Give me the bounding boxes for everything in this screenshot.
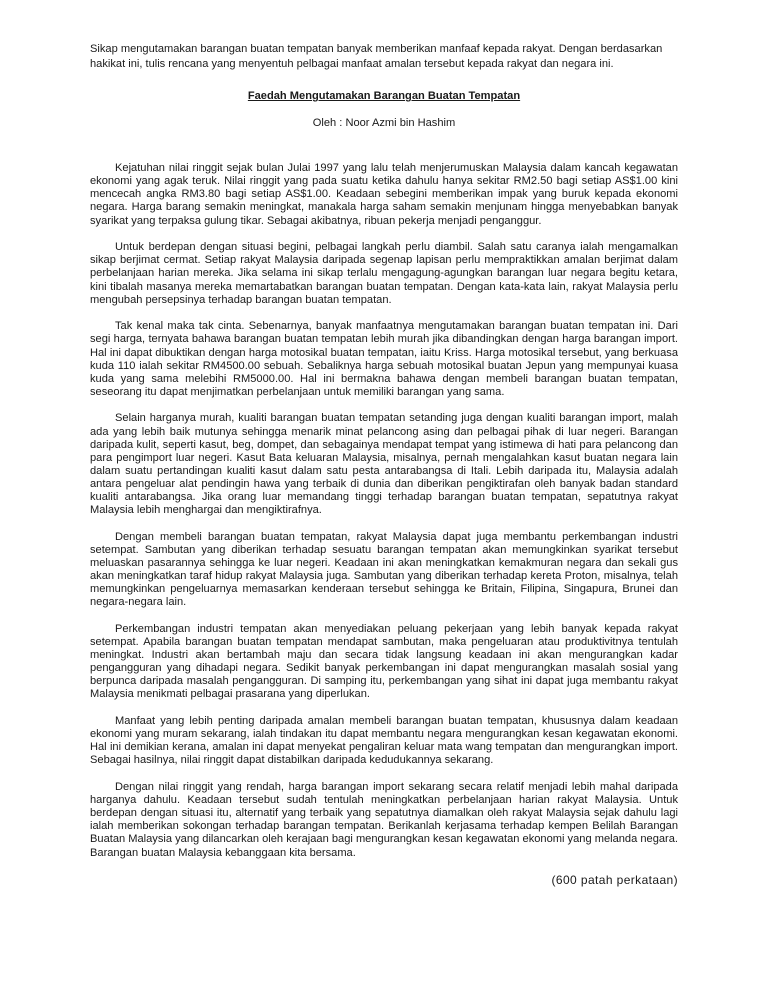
paragraph-7: Manfaat yang lebih penting daripada amalan membeli barangan buatan tempatan, khususnya dalam keadaan ekonomi yang muram sekarang, ialah tindakan itu dapat membantu negara mengurangkan kesan kegawatan ekonomi. Hal ini demikian kerana, amalan ini dapat menyekat pengaliran keluar mata wang tempatan dan mengurangkan import. Sebagai hasilnya, nilai ringgit dapat distabilkan daripada kedudukannya sekarang. [90,715,678,767]
essay-prompt: Sikap mengutamakan barangan buatan tempatan banyak memberikan manfaaf kepada rakyat. Dengan berdasarkan hakikat ini, tulis rencana yang menyentuh pelbagai manfaat amalan tersebut kepada rakyat dan negara ini. [90,43,663,70]
paragraph-5: Dengan membeli barangan buatan tempatan, rakyat Malaysia dapat juga membantu perkembangan industri setempat. Sambutan yang diberikan terhadap sesuatu barangan tempatan akan memungkinkan syarikat tersebut meluaskan pasarannya sehingga ke luar negeri. Keadaan ini akan meningkatkan kemakmuran negara dan sekali gus akan meningkatkan taraf hidup rakyat Malaysia juga. Sambutan yang diberikan terhadap kereta Proton, misalnya, telah memungkinkan pengeluarnya memasarkan kenderaan tersebut sehingga ke Britain, Filipina, Singapura, Brunei dan negara-negara lain. [90,530,678,609]
paragraph-4: Selain harganya murah, kualiti barangan buatan tempatan setanding juga dengan kualiti barangan import, malah ada yang lebih baik mutunya sehingga menarik minat pelancong asing dan pelbagai pihak di luar negeri. Barangan daripada kulit, seperti kasut, beg, dompet, dan sebagainya mendapat tempat yang istimewa di hati para pelancong dan para pengimport luar negeri. Kasut Bata keluaran Malaysia, misalnya, pernah mengalahkan kasut buatan negara lain dalam suatu pertandingan kualiti kasut dalam satu pesta antarabangsa di Itali. Lebih daripada itu, Malaysia adalah antara pengeluar alat pendingin hawa yang terbaik di dunia dan diberikan pengiktirafan oleh banyak badan standard kualiti antarabangsa. Jika orang luar memandang tinggi terhadap barangan buatan tempatan, sepatutnya rakyat Malaysia lebih menghargai dan mengiktirafnya. [90,412,678,517]
paragraph-2: Untuk berdepan dengan situasi begini, pelbagai langkah perlu diambil. Salah satu caranya ialah mengamalkan sikap berjimat cermat. Setiap rakyat Malaysia daripada segenap lapisan perlu mempraktikkan amalan berjimat dalam perbelanjaan harian mereka. Jika selama ini sikap terlalu mengagung-agungkan barangan luar negara begitu ketara, kini tibalah masanya mereka memartabatkan barangan buatan tempatan. Dengan kata-kata lain, rakyat Malaysia perlu mengubah persepsinya terhadap barangan buatan tempatan. [90,241,678,306]
paragraph-3: Tak kenal maka tak cinta. Sebenarnya, banyak manfaatnya mengutamakan barangan buatan tempatan ini. Dari segi harga, ternyata bahawa barangan buatan tempatan lebih murah jika dibandingkan dengan harga barangan import. Hal ini dapat dibuktikan dengan harga motosikal buatan tempatan, iaitu Kriss. Harga motosikal tersebut, yang berkuasa kuda 110 ialah sekitar RM4500.00 sebuah. Sebaliknya harga sebuah motosikal buatan Jepun yang mempunyai kuasa kuda yang sama melebihi RM5000.00. Hal ini bermakna bahawa dengan membeli barangan buatan tempatan, seseorang itu dapat menjimatkan perbelanjaan untuk memiliki barangan yang sama. [90,320,678,398]
essay-author: Oleh : Noor Azmi bin Hashim [312,117,456,130]
word-count: (600 patah perkataan) [551,873,678,888]
paragraph-6: Perkembangan industri tempatan akan menyediakan peluang pekerjaan yang lebih banyak kepada rakyat setempat. Apabila barangan buatan tempatan mendapat sambutan, maka pengeluaran atau produktivitnya tentulah meningkat. Industri akan bertambah maju dan secara tidak langsung keadaan ini akan mengurangkan kadar pengangguran yang dihadapi negara. Sedikit banyak perkembangan ini dapat mengurangkan masalah sosial yang berpunca daripada masalah pengangguran. Di samping itu, perkembangan yang sihat ini dapat juga membantu rakyat Malaysia menikmati pelbagai prasarana yang diperlukan. [90,622,678,701]
paragraph-8: Dengan nilai ringgit yang rendah, harga barangan import sekarang secara relatif menjadi lebih mahal daripada harganya dahulu. Keadaan tersebut sudah tentulah meningkatkan perbelanjaan harian rakyat Malaysia. Untuk berdepan dengan situasi itu, alternatif yang terbaik yang sepatutnya diamalkan oleh rakyat Malaysia sejak dahulu lagi ialah memberikan sokongan terhadap barangan tempatan. Berikanlah kerjasama terhadap kempen Belilah Barangan Buatan Malaysia yang dilancarkan oleh kerajaan bagi mengurangkan kesan kegawatan ekonomi yang melanda negara. Barangan buatan Malaysia kebanggaan kita bersama. [90,781,678,859]
paragraph-1: Kejatuhan nilai ringgit sejak bulan Julai 1997 yang lalu telah menjerumuskan Malaysia dalam kancah kegawatan ekonomi yang agak teruk. Nilai ringgit yang pada suatu ketika dahulu hanya sekitar RM2.50 bagi setiap AS$1.00 kini mencecah angka RM3.80 bagi setiap AS$1.00. Keadaan sebegini memberikan impak yang buruk kepada ekonomi negara. Harga barang semakin meningkat, manakala harga saham semakin menjunam hingga menyebabkan banyak syarikat yang terpaksa gulung tikar. Sebagai akibatnya, ribuan pekerja menjadi penganggur. [90,162,678,227]
essay-title: Faedah Mengutamakan Barangan Buatan Tempatan [247,90,521,103]
